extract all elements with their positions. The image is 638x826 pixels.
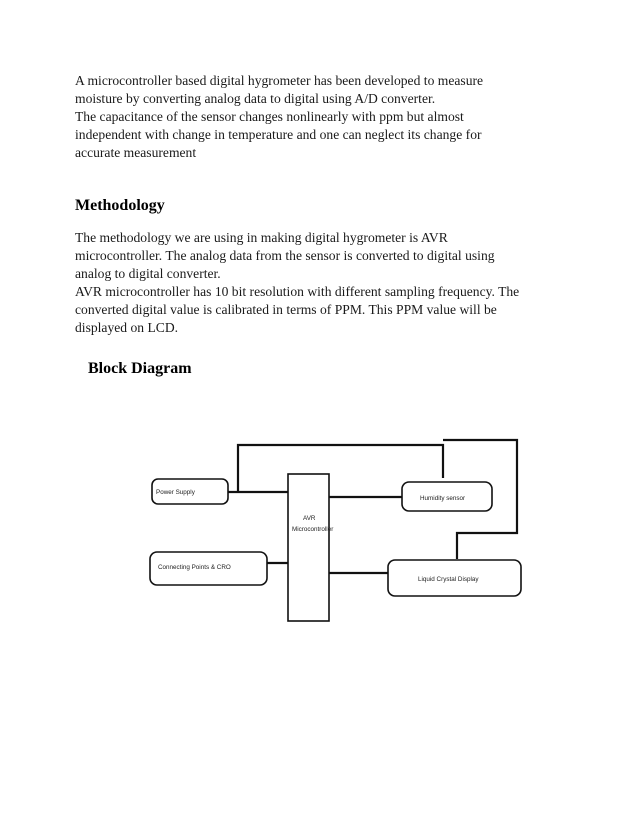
methodology-line-2: microcontroller. The analog data from the sensor is converted to digital using [75, 248, 495, 263]
intro-line-4: independent with change in temperature and one can neglect its change for [75, 127, 482, 142]
wire-humidity-to-lcd [457, 514, 517, 559]
power-supply-label: Power Supply [156, 489, 195, 496]
avr-label: AVR [303, 515, 316, 522]
connecting-points-label: Connecting Points & CRO [158, 564, 231, 571]
methodology-line-3: analog to digital converter. [75, 266, 221, 281]
avr-microcontroller-block [288, 474, 329, 621]
methodology-line-1: The methodology we are using in making digital hygrometer is AVR [75, 230, 448, 245]
methodology-heading: Methodology [75, 197, 165, 214]
block-diagram-heading: Block Diagram [88, 360, 192, 377]
methodology-line-5: converted digital value is calibrated in terms of PPM. This PPM value will be [75, 302, 497, 317]
humidity-sensor-label: Humidity sensor [420, 495, 466, 502]
intro-line-2: moisture by converting analog data to digital using A/D converter. [75, 91, 436, 106]
intro-line-3: The capacitance of the sensor changes nonlinearly with ppm but almost [75, 109, 464, 124]
methodology-line-4: AVR microcontroller has 10 bit resolution with different sampling frequency. The [75, 284, 520, 299]
lcd-label: Liquid Crystal Display [418, 576, 479, 583]
microcontroller-label: Microcontroller [292, 526, 334, 533]
methodology-line-6: displayed on LCD. [75, 320, 179, 335]
intro-line-1: A microcontroller based digital hygrometer has been developed to measure [75, 73, 484, 88]
intro-line-5: accurate measurement [75, 145, 197, 160]
